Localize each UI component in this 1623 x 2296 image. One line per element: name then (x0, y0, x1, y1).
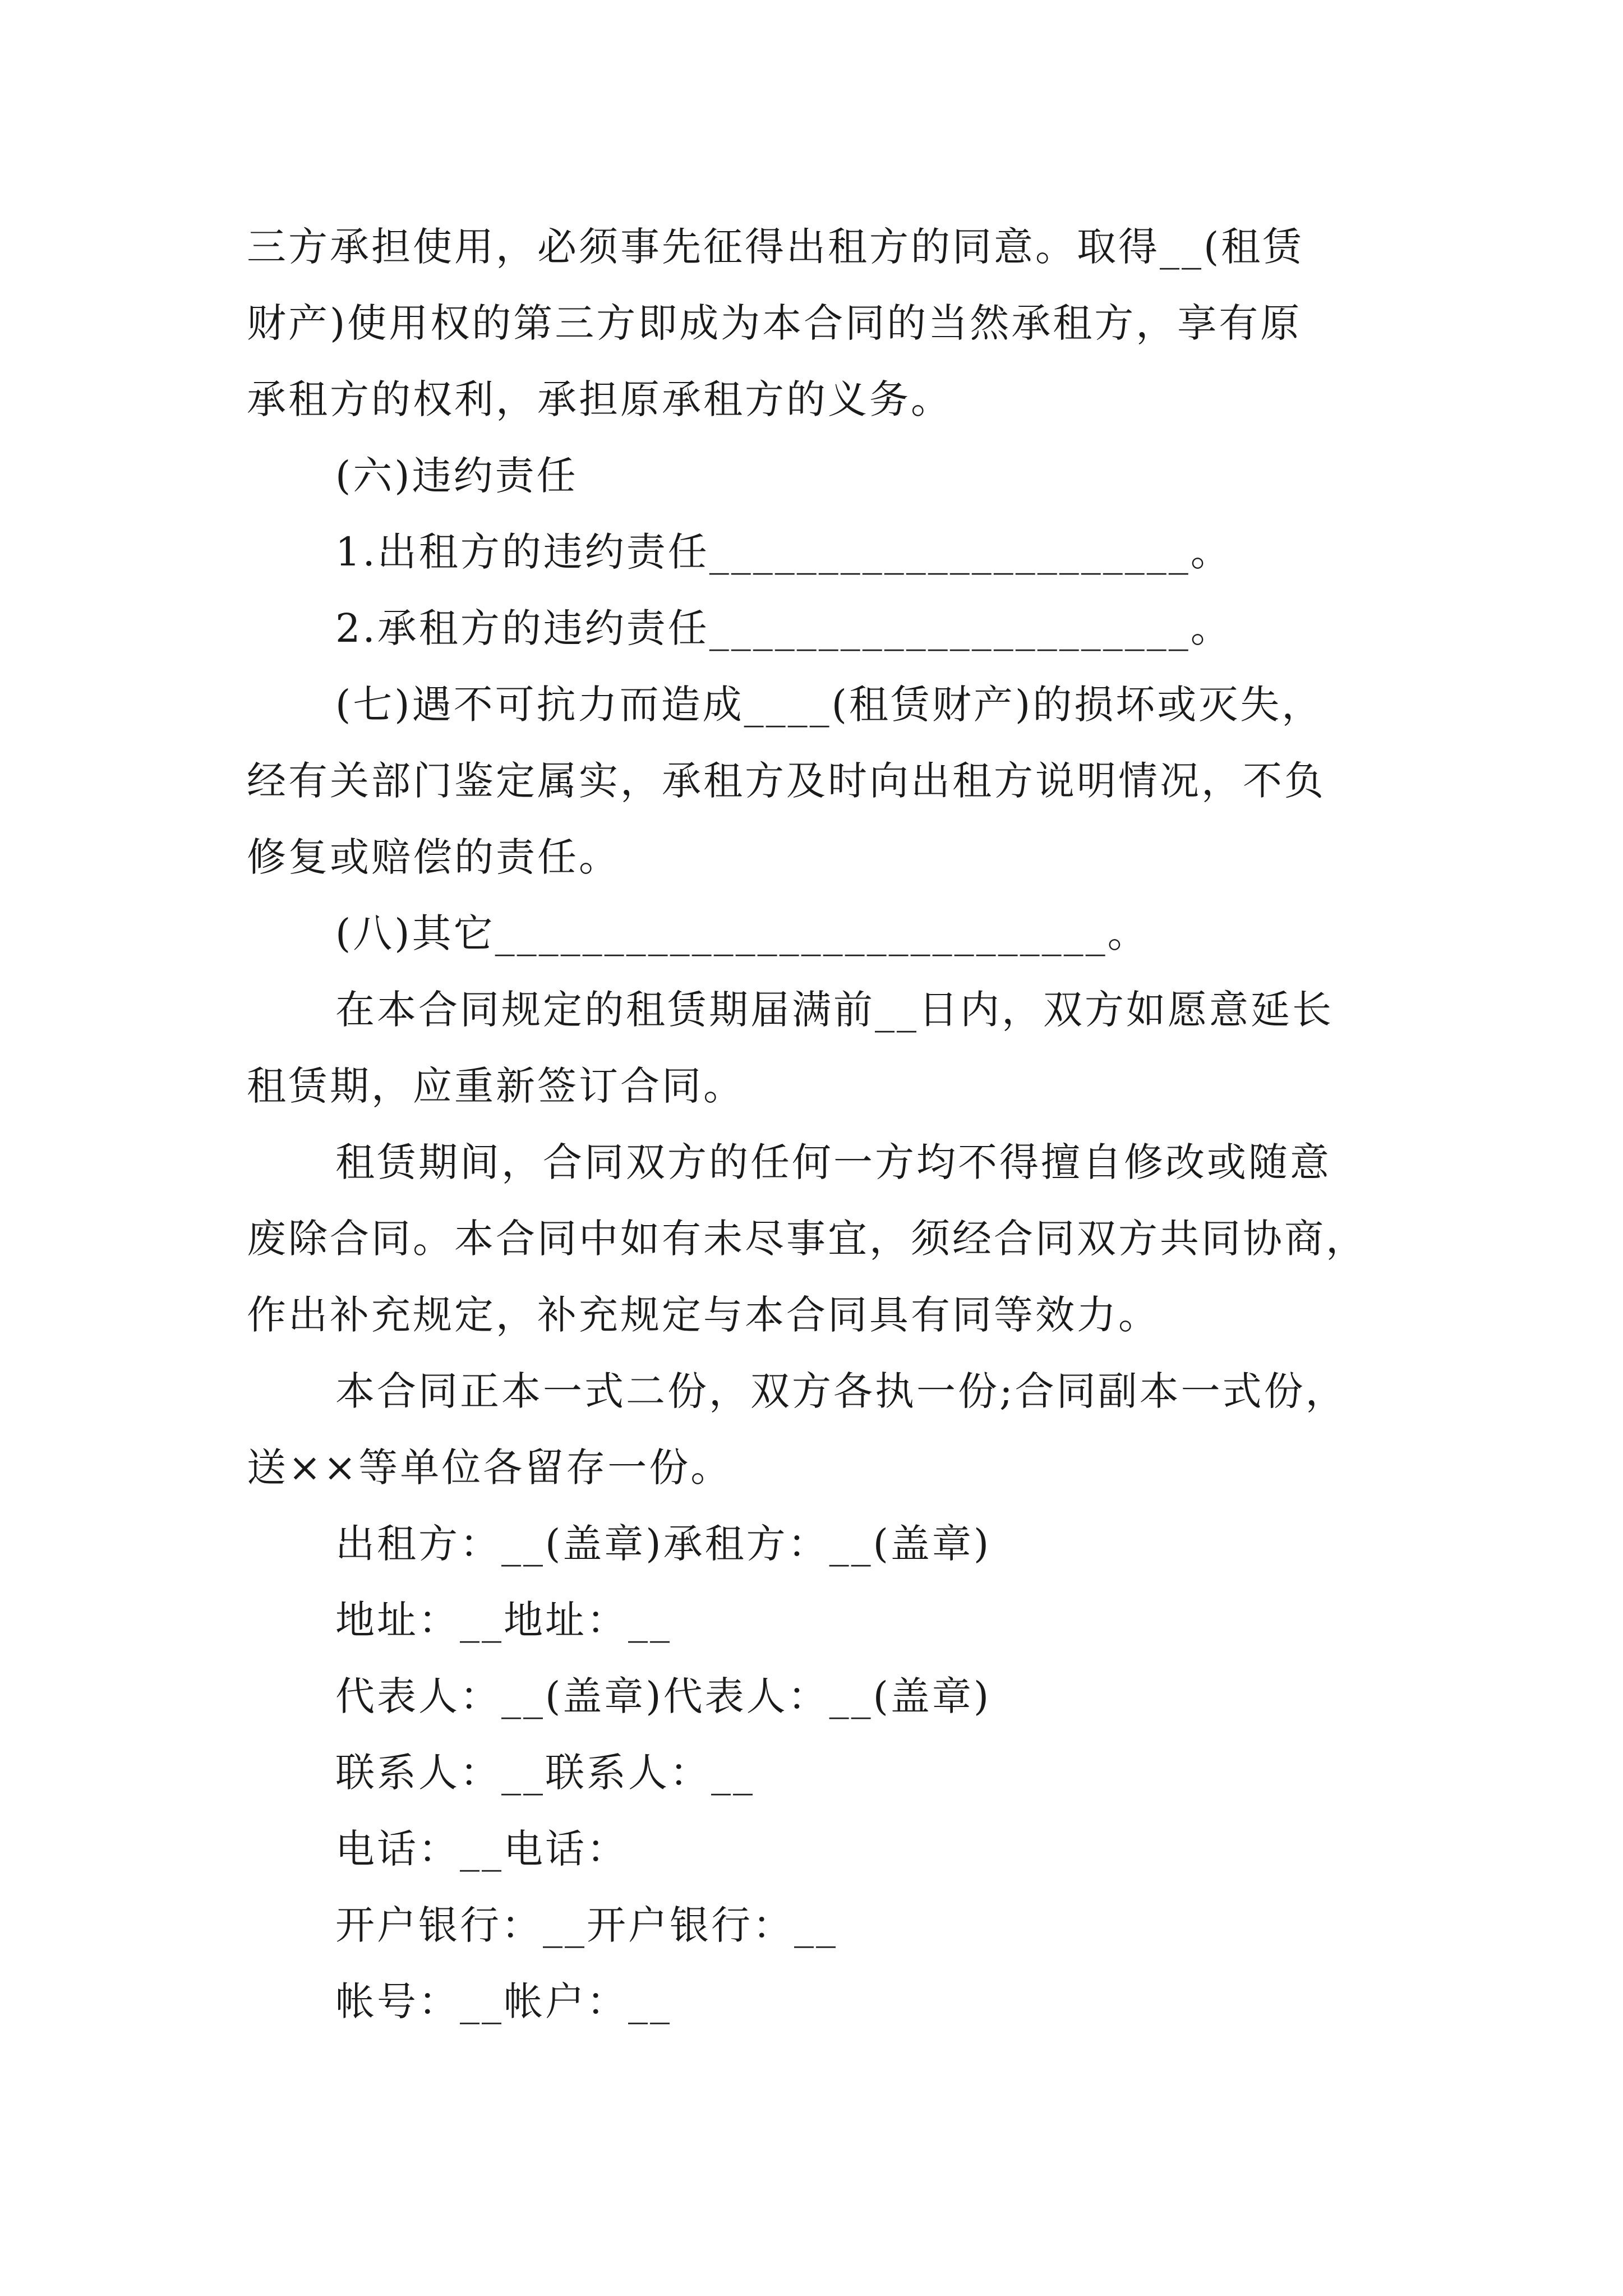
signature-line-parties: 出租方：__(盖章)承租方：__(盖章) (335, 1521, 992, 1567)
text-line: (七)遇不可抗力而造成____(租赁财产)的损坏或灭失， (335, 682, 1324, 728)
signature-line-account: 帐号：__帐户：__ (335, 1978, 672, 2024)
signature-line-address: 地址：__地址：__ (335, 1597, 672, 1643)
signature-line-phone: 电话：__电话： (335, 1826, 628, 1872)
text-line: 本合同正本一式二份，双方各执一份;合同副本一式份， (335, 1368, 1347, 1414)
section-heading-breach: (六)违约责任 (335, 453, 578, 499)
text-line: 经有关部门鉴定属实，承租方及时向出租方说明情况，不负 (247, 758, 1326, 804)
text-line: 承租方的权利，承担原承租方的义务。 (247, 376, 952, 422)
text-line: 1.出租方的违约责任______________________。 (335, 529, 1232, 575)
text-line: 修复或赔偿的责任。 (247, 834, 620, 880)
signature-line-bank: 开户银行：__开户银行：__ (335, 1902, 838, 1948)
text-line: 废除合同。本合同中如有未尽事宜，须经合同双方共同协商， (247, 1216, 1367, 1262)
text-line: 租赁期间，合同双方的任何一方均不得擅自修改或随意 (335, 1139, 1331, 1185)
signature-line-representative: 代表人：__(盖章)代表人：__(盖章) (335, 1673, 992, 1719)
document-body (247, 209, 1419, 2040)
section-heading-other: (八)其它____________________________。 (335, 910, 1149, 956)
text-line: 作出补充规定，补充规定与本合同具有同等效力。 (247, 1292, 1160, 1338)
signature-line-contact: 联系人：__联系人：__ (335, 1750, 755, 1796)
text-line: 在本合同规定的租赁期届满前__日内，双方如愿意延长 (335, 987, 1334, 1033)
text-line: 三方承担使用，必须事先征得出租方的同意。取得__(租赁 (247, 224, 1304, 270)
text-line: 租赁期，应重新签订合同。 (247, 1063, 745, 1109)
text-line: 送××等单位各留存一份。 (247, 1444, 732, 1490)
text-line: 2.承租方的违约责任______________________。 (335, 605, 1232, 651)
text-line: 财产)使用权的第三方即成为本合同的当然承租方，享有原 (247, 300, 1302, 346)
